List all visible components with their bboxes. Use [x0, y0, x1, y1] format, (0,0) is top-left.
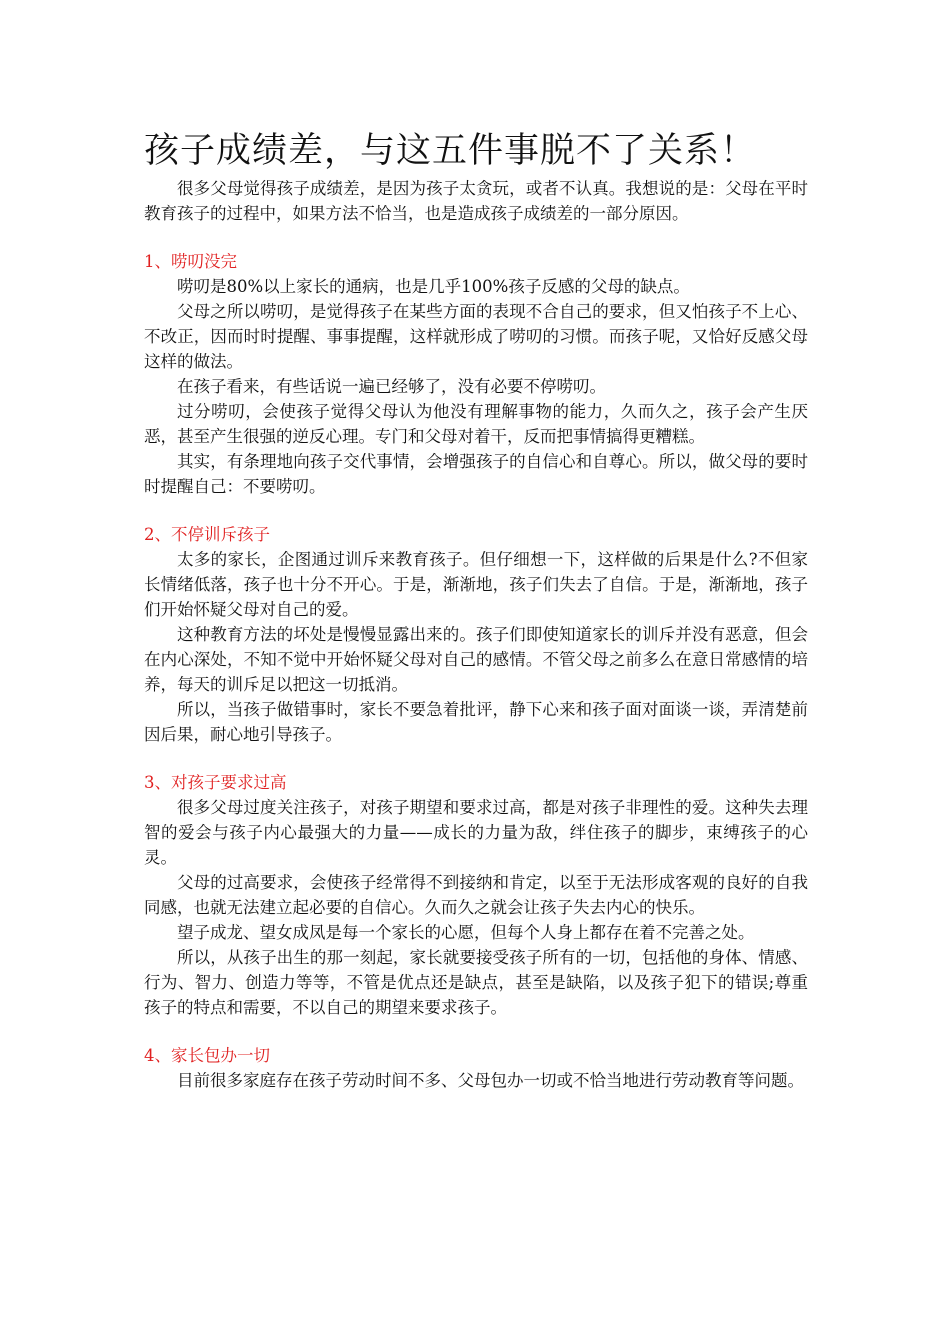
section-4: [144, 1043, 808, 1093]
section-paragraph: 很多父母过度关注孩子，对孩子期望和要求过高，都是对孩子非理性的爱。这种失去理智的爱会与孩子内心最强大的力量——成长的力量为敌，绊住孩子的脚步，束缚孩子的心灵。: [144, 798, 808, 867]
section-paragraph: 太多的家长，企图通过训斥来教育孩子。但仔细想一下，这样做的后果是什么?不但家长情绪低落，孩子也十分不开心。于是，渐渐地，孩子们失去了自信。于是，渐渐地，孩子们开始怀疑父母对自己的爱。: [144, 550, 808, 619]
section-1: [144, 249, 808, 499]
section-heading: 1、唠叨没完: [144, 252, 237, 271]
section-paragraph: 父母的过高要求，会使孩子经常得不到接纳和肯定，以至于无法形成客观的良好的自我同感，也就无法建立起必要的自信心。久而久之就会让孩子失去内心的快乐。: [144, 873, 808, 917]
section-paragraph: 其实，有条理地向孩子交代事情，会增强孩子的自信心和自尊心。所以，做父母的要时时提醒自己：不要唠叨。: [144, 452, 808, 496]
section-paragraph: 这种教育方法的坏处是慢慢显露出来的。孩子们即使知道家长的训斥并没有恶意，但会在内心深处，不知不觉中开始怀疑父母对自己的感情。不管父母之前多么在意日常感情的培养，每天的训斥足以把这一切抵消。: [144, 625, 808, 694]
section-paragraph: 目前很多家庭存在孩子劳动时间不多、父母包办一切或不恰当地进行劳动教育等问题。: [177, 1071, 804, 1090]
section-paragraph: 唠叨是80%以上家长的通病，也是几乎100%孩子反感的父母的缺点。: [177, 277, 690, 296]
page-title: 孩子成绩差，与这五件事脱不了关系！: [144, 131, 757, 171]
section-2: [144, 522, 808, 747]
section-paragraph: 所以，从孩子出生的那一刻起，家长就要接受孩子所有的一切，包括他的身体、情感、行为、智力、创造力等等，不管是优点还是缺点，甚至是缺陷，以及孩子犯下的错误;尊重孩子的特点和需要，不以自己的期望来要求孩子。: [144, 948, 808, 1017]
section-3: [144, 770, 808, 1020]
section-heading: 2、不停训斥孩子: [144, 525, 270, 544]
section-paragraph: 望子成龙、望女成凤是每一个家长的心愿，但每个人身上都存在着不完善之处。: [177, 923, 755, 942]
section-paragraph: 在孩子看来，有些话说一遍已经够了，没有必要不停唠叨。: [177, 377, 606, 396]
section-heading: 4、家长包办一切: [144, 1046, 270, 1065]
section-paragraph: 所以，当孩子做错事时，家长不要急着批评，静下心来和孩子面对面谈一谈，弄清楚前因后果，耐心地引导孩子。: [144, 700, 808, 744]
section-heading: 3、对孩子要求过高: [144, 773, 287, 792]
section-paragraph: 父母之所以唠叨，是觉得孩子在某些方面的表现不合自己的要求，但又怕孩子不上心、不改正，因而时时提醒、事事提醒，这样就形成了唠叨的习惯。而孩子呢，又恰好反感父母这样的做法。: [144, 302, 808, 371]
section-paragraph: 过分唠叨，会使孩子觉得父母认为他没有理解事物的能力，久而久之，孩子会产生厌恶，甚至产生很强的逆反心理。专门和父母对着干，反而把事情搞得更糟糕。: [144, 402, 808, 446]
intro-paragraph: 很多父母觉得孩子成绩差，是因为孩子太贪玩，或者不认真。我想说的是：父母在平时教育孩子的过程中，如果方法不恰当，也是造成孩子成绩差的一部分原因。: [144, 179, 808, 223]
document-page: [144, 128, 808, 1093]
